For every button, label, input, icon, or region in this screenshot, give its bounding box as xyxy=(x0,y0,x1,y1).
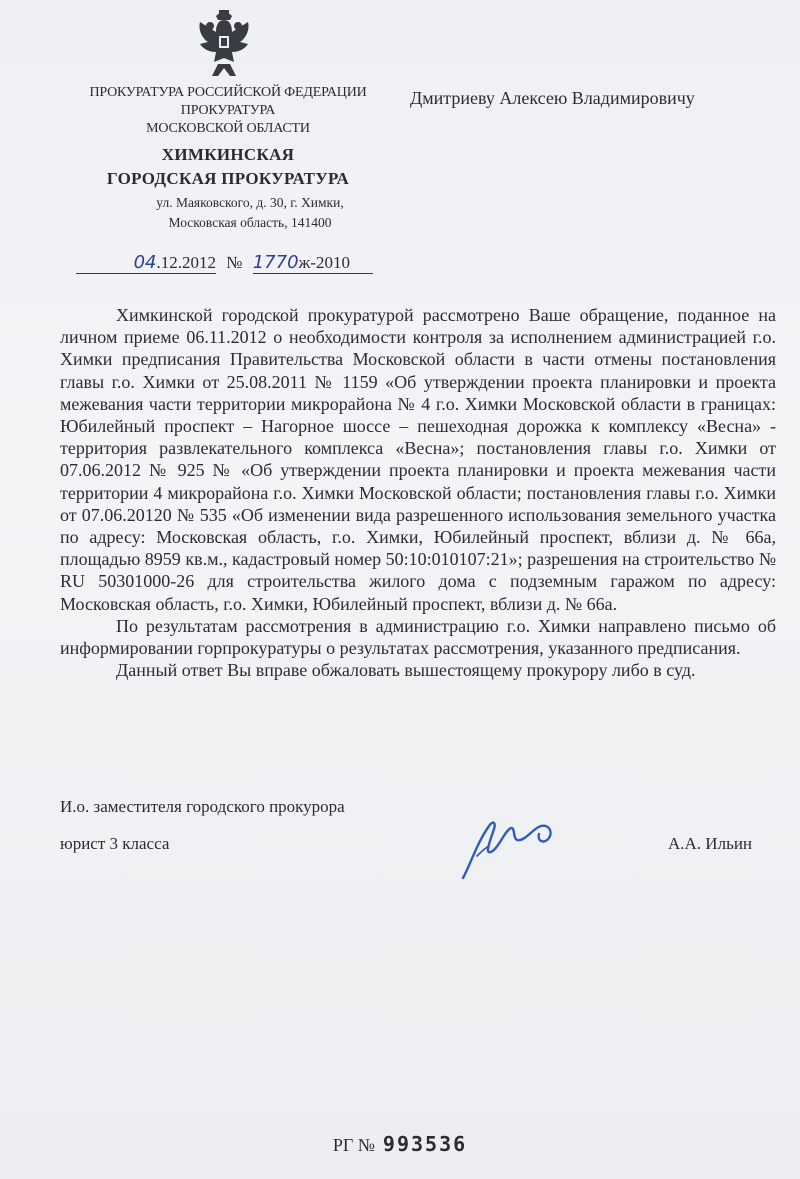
handwritten-number: 1770 xyxy=(252,252,299,273)
form-serial-number xyxy=(0,1132,800,1156)
office-name-2: ГОРОДСКАЯ ПРОКУРАТУРА xyxy=(106,169,350,188)
signatory-rank: юрист 3 класса xyxy=(60,834,170,853)
form-serial-value: 993536 xyxy=(382,1132,468,1156)
handwritten-signature xyxy=(455,808,575,888)
signatory-name: А.А. Ильин xyxy=(668,834,753,853)
handwritten-day: 04 xyxy=(133,252,157,273)
recipient-name: Дмитриеву Алексею Владимировичу xyxy=(410,88,695,108)
office-name-1: ХИМКИНСКАЯ xyxy=(161,145,295,164)
address-line-2: Московская область, 141400 xyxy=(168,215,332,230)
number-suffix: ж-2010 xyxy=(298,253,350,272)
signatory-title: И.о. заместителя городского прокурора xyxy=(60,797,345,816)
date-field xyxy=(76,252,216,274)
number-sign: № xyxy=(226,253,243,272)
address-line-1: ул. Маяковского, д. 30, г. Химки, xyxy=(156,195,344,210)
header-line-3: МОСКОВСКОЙ ОБЛАСТИ xyxy=(146,121,310,136)
header-line-1: ПРОКУРАТУРА РОССИЙСКОЙ ФЕДЕРАЦИИ xyxy=(89,85,367,100)
body-paragraph-2: По результатам рассмотрения в администрацию г.о. Химки направлено письмо об информировании горпрокуратуры о результатах рассмотрения, указанного предписания. xyxy=(60,615,776,659)
body-paragraph-1: Химкинской городской прокуратурой рассмотрено Ваше обращение, поданное на личном приеме 06.11.2012 о необходимости контроля за исполнением администрацией г.о. Химки предписания Правительства Московской области в части отмены постановления главы г.о. Химки от 25.08.2011 № 1159 «Об утверждении проекта планировки и проекта межевания части территории микрорайона № 4 г.о. Химки Московской области в границах: Юбилейный проспект – Нагорное шоссе – пешеходная дорожка к комплексу «Весна» - территория развлекательного комплекса «Весна»; постановления главы г.о. Химки от 07.06.2012 № 925 № «Об утверждении проекта планировки и проекта межевания части территории 4 микрорайона г.о. Химки Московской области; постановления главы г.о. Химки от 07.06.20120 № 535 «Об изменении вида разрешенного использования земельного участка по адресу: Московская область, г.о. Химки, Юбилейный проспект, вблизи д. № 66а, площадью 8959 кв.м., кадастровый номер 50:10:010107:21»; разрешения на строительство № RU 50301000-26 для строительства жилого дома с подземным гаражом по адресу: Московская область, г.о. Химки, Юбилейный проспект, вблизи д. № 66а. xyxy=(60,305,776,614)
date-text: .12.2012 xyxy=(156,253,216,272)
letter-body xyxy=(60,304,776,681)
form-serial-label: РГ № xyxy=(332,1135,375,1155)
russian-coat-of-arms-icon xyxy=(186,6,262,82)
date-number-line xyxy=(76,252,376,280)
header-line-2: ПРОКУРАТУРА xyxy=(180,103,276,118)
reference-number-field xyxy=(253,252,373,274)
body-paragraph-3: Данный ответ Вы вправе обжаловать вышестоящему прокурору либо в суд. xyxy=(116,660,696,681)
